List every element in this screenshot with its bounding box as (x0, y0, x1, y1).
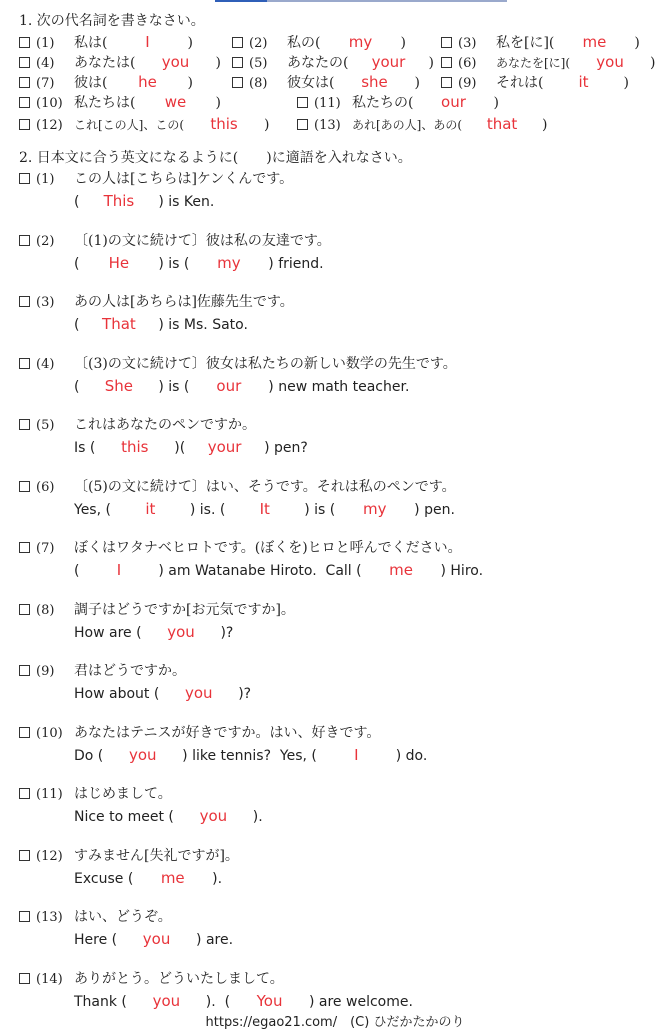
close-paren: ) (634, 35, 640, 51)
item-number: (12) (36, 118, 63, 133)
answer-text: my (217, 253, 241, 272)
answer-text: your (371, 53, 406, 71)
question-number: (1) (36, 172, 55, 187)
checkbox[interactable] (19, 235, 30, 246)
question-japanese: この人は[こちらは]ケンくんです。 (74, 171, 294, 187)
checkbox[interactable] (19, 37, 30, 48)
sentence-text: Do ( (74, 747, 108, 764)
answer-text: You (256, 991, 283, 1010)
item-label: あなたの( (287, 55, 349, 71)
answer-text: it (578, 73, 589, 91)
checkbox[interactable] (19, 788, 30, 799)
item-label: 私は( (74, 35, 108, 51)
checkbox[interactable] (19, 481, 30, 492)
question-4 (19, 353, 457, 395)
question-japanese: すみません[失礼ですが]。 (74, 847, 239, 864)
item-label: あなたは( (74, 55, 136, 71)
answer-text: I (145, 33, 150, 51)
item-number: (5) (249, 56, 268, 71)
sentence-text: ) is ( (299, 501, 340, 518)
sentence-text: ( (74, 255, 84, 272)
question-jp-line (19, 906, 172, 928)
checkbox[interactable] (19, 604, 30, 615)
question-english (74, 867, 222, 889)
item-number: (10) (36, 96, 63, 111)
question-japanese: あの人は[あちらは]佐藤先生です。 (74, 294, 294, 310)
question-jp-line (19, 537, 462, 559)
sentence-text: ) Hiro. (436, 563, 484, 579)
pronoun-item (232, 31, 406, 53)
answer-text: you (142, 930, 171, 948)
sentence-text: )( (169, 440, 190, 456)
question-english (74, 559, 483, 581)
question-number: (12) (36, 848, 63, 864)
pronoun-item (232, 51, 434, 73)
sentence-text: ) is Ken. (153, 194, 215, 210)
checkbox[interactable] (19, 173, 30, 184)
question-english (74, 313, 248, 335)
item-label: それは( (496, 75, 544, 91)
question-jp-line (19, 168, 293, 190)
section2-title-text: 2. 日本文に合う英文になるように( )に適語を入れなさい。 (19, 150, 412, 166)
pronoun-item (232, 71, 420, 93)
sentence-text: )? (233, 686, 252, 702)
checkbox[interactable] (19, 97, 30, 108)
answer-text: our (441, 93, 466, 111)
question-japanese: はい、どうぞ。 (74, 909, 172, 925)
checkbox[interactable] (19, 665, 30, 676)
question-number: (10) (36, 725, 63, 741)
close-paren: ) (264, 117, 270, 133)
checkbox[interactable] (19, 542, 30, 553)
sentence-text: Is ( (74, 440, 100, 456)
question-number: (11) (36, 787, 63, 802)
question-english (74, 498, 455, 520)
answer-text: That (102, 315, 136, 333)
sentence-text: ). ( (201, 993, 235, 1010)
pronoun-item (297, 91, 499, 113)
sentence-text: ) is. ( (185, 501, 230, 518)
sentence-text: ( (74, 378, 84, 395)
question-english (74, 990, 413, 1012)
question-jp-line (19, 783, 172, 805)
close-paren: ) (187, 35, 193, 51)
question-japanese: ありがとう。どういたしまして。 (74, 970, 284, 987)
question-english (74, 744, 427, 766)
checkbox[interactable] (441, 37, 452, 48)
question-japanese: あなたはテニスが好きですか。はい、好きです。 (74, 724, 381, 741)
close-paren: ) (187, 75, 193, 91)
checkbox[interactable] (19, 57, 30, 68)
sentence-text: ) pen? (259, 440, 308, 456)
sentence-text: ) is ( (153, 378, 194, 395)
question-jp-line (19, 722, 380, 744)
checkbox[interactable] (19, 296, 30, 307)
question-japanese: 〔(3)の文に続けて〕彼女は私たちの新しい数学の先生です。 (74, 355, 457, 372)
answer-text: you (199, 807, 228, 825)
item-label: 彼女は( (287, 75, 335, 91)
pronoun-item (19, 51, 221, 73)
answer-text: It (259, 499, 270, 518)
checkbox[interactable] (19, 419, 30, 430)
sentence-text: ) is ( (153, 255, 194, 272)
question-number: (8) (36, 602, 55, 618)
close-paren: ) (414, 75, 420, 91)
question-5 (19, 414, 308, 456)
question-jp-line (19, 291, 294, 313)
close-paren: ) (623, 75, 629, 91)
item-label: 私を[に]( (496, 35, 555, 51)
question-jp-line (19, 353, 457, 375)
question-3 (19, 291, 294, 333)
item-label: 私たちの( (352, 95, 414, 111)
answer-text: that (486, 115, 518, 133)
item-number: (3) (458, 36, 477, 51)
answer-text: this (121, 438, 149, 456)
question-japanese: 君はどうですか。 (74, 663, 186, 679)
close-paren: ) (650, 55, 656, 71)
question-japanese: 調子はどうですか[お元気ですか]。 (74, 601, 295, 618)
checkbox[interactable] (19, 358, 30, 369)
sentence-text: Excuse ( (74, 870, 138, 887)
answer-text: I (116, 561, 122, 579)
question-13 (19, 906, 234, 948)
checkbox[interactable] (297, 119, 308, 130)
answer-text: we (164, 93, 187, 111)
sentence-text: How are ( (74, 624, 146, 641)
checkbox[interactable] (19, 77, 30, 88)
answer-text: you (152, 991, 181, 1010)
answer-text: it (145, 499, 156, 518)
item-number: (11) (314, 96, 341, 111)
answer-text: you (167, 622, 195, 641)
answer-text: this (210, 115, 238, 133)
pronoun-item (441, 51, 656, 73)
answer-text: me (582, 33, 607, 51)
pronoun-item (441, 71, 629, 93)
item-label: あなたを[に]( (496, 56, 571, 70)
question-number: (9) (36, 664, 55, 679)
sentence-text: ) is Ms. Sato. (153, 317, 248, 333)
question-japanese: ぼくはワタナベヒロトです。(ぼくを)ヒロと呼んでください。 (74, 540, 462, 556)
sentence-text: ) am Watanabe Hiroto. Call ( (153, 563, 367, 579)
question-jp-line (19, 660, 186, 682)
sentence-text: ) friend. (263, 255, 324, 272)
question-jp-line (19, 230, 331, 252)
close-paren: ) (215, 95, 221, 111)
question-jp-line (19, 599, 295, 621)
sentence-text: ( (74, 563, 84, 579)
close-paren: ) (542, 117, 548, 133)
question-japanese: 〔(5)の文に続けて〕はい、そうです。それは私のペンです。 (74, 478, 456, 495)
sentence-text: ) like tennis? Yes, ( (177, 747, 322, 764)
sentence-text: Yes, ( (74, 501, 116, 518)
question-jp-line (19, 845, 239, 867)
item-number: (7) (36, 76, 55, 91)
question-jp-line (19, 968, 284, 990)
answer-text: our (216, 376, 242, 395)
sentence-text: ) are welcome. (304, 993, 413, 1010)
question-english (74, 190, 214, 212)
checkbox[interactable] (19, 727, 30, 738)
item-number: (9) (458, 76, 477, 91)
sentence-text: ) do. (391, 747, 428, 764)
pronoun-item (19, 91, 221, 113)
question-jp-line (19, 414, 256, 436)
question-11 (19, 783, 263, 825)
close-paren: ) (400, 35, 406, 51)
question-english (74, 682, 251, 704)
question-number: (13) (36, 910, 63, 925)
question-6 (19, 476, 456, 518)
question-1 (19, 168, 294, 210)
sentence-text: ) pen. (409, 501, 455, 518)
answer-text: he (138, 73, 157, 91)
close-paren: ) (428, 55, 434, 71)
item-label: 彼は( (74, 75, 108, 91)
question-english (74, 436, 308, 458)
item-label: これ[この人]、この( (74, 118, 185, 132)
sentence-text: )? (216, 624, 234, 641)
question-7 (19, 537, 484, 579)
checkbox[interactable] (232, 37, 243, 48)
item-number: (1) (36, 36, 55, 51)
item-number: (8) (249, 76, 268, 91)
answer-text: This (103, 192, 135, 210)
question-japanese: これはあなたのペンですか。 (74, 417, 256, 433)
answer-text: He (108, 253, 130, 272)
question-10 (19, 722, 428, 764)
checkbox[interactable] (297, 97, 308, 108)
sentence-text: Here ( (74, 932, 122, 948)
question-8 (19, 599, 295, 641)
checkbox[interactable] (19, 973, 30, 984)
checkbox[interactable] (441, 77, 452, 88)
sentence-text: Nice to meet ( (74, 809, 179, 825)
top-rule-accent (215, 0, 267, 2)
section1-title-text: 1. 次の代名詞を書きなさい。 (19, 13, 205, 29)
answer-text: my (348, 33, 373, 51)
sentence-text: ) are. (191, 932, 234, 948)
checkbox[interactable] (19, 911, 30, 922)
answer-text: you (596, 53, 624, 71)
answer-text: you (184, 684, 213, 702)
question-number: (4) (36, 356, 55, 372)
question-english (74, 375, 409, 397)
question-number: (6) (36, 479, 55, 495)
item-number: (13) (314, 118, 341, 133)
close-paren: ) (493, 95, 499, 111)
sentence-text: ). (248, 809, 263, 825)
answer-text: me (389, 561, 413, 579)
pronoun-item (19, 71, 193, 93)
checkbox[interactable] (19, 119, 30, 130)
answer-text: my (362, 499, 387, 518)
sentence-text: Thank ( (74, 993, 132, 1010)
answer-text: she (361, 73, 388, 91)
question-english (74, 805, 263, 827)
answer-text: you (128, 745, 157, 764)
sentence-text: ( (74, 194, 84, 210)
close-paren: ) (215, 55, 221, 71)
pronoun-item (297, 113, 548, 135)
question-14 (19, 968, 413, 1010)
footer-credit: https://egao21.com/ (C) ひだかたかのり (205, 1015, 465, 1030)
sentence-text: How about ( (74, 686, 164, 702)
top-rule (215, 0, 507, 2)
checkbox[interactable] (19, 850, 30, 861)
pronoun-item (441, 31, 640, 53)
question-jp-line (19, 476, 456, 498)
question-2 (19, 230, 331, 272)
question-english (74, 252, 324, 274)
sentence-text: ). (207, 870, 223, 887)
item-number: (2) (249, 36, 268, 51)
item-number: (6) (458, 56, 477, 71)
question-english (74, 928, 233, 950)
question-number: (5) (36, 418, 55, 433)
item-number: (4) (36, 56, 55, 71)
item-label: 私たちは( (74, 95, 136, 111)
question-9 (19, 660, 252, 702)
question-number: (3) (36, 295, 55, 310)
answer-text: you (161, 53, 190, 71)
answer-text: I (354, 745, 359, 764)
item-label: 私の( (287, 35, 321, 51)
pronoun-item (19, 31, 193, 53)
question-japanese: はじめまして。 (74, 786, 172, 802)
checkbox[interactable] (232, 77, 243, 88)
question-english (74, 621, 233, 643)
checkbox[interactable] (441, 57, 452, 68)
checkbox[interactable] (232, 57, 243, 68)
answer-text: She (104, 376, 134, 395)
answer-text: your (207, 438, 242, 456)
section1-title (19, 10, 205, 30)
question-number: (14) (36, 971, 63, 987)
question-12 (19, 845, 239, 887)
question-number: (7) (36, 541, 55, 556)
answer-text: me (160, 868, 185, 887)
question-number: (2) (36, 233, 55, 249)
sentence-text: ) new math teacher. (263, 378, 410, 395)
item-label: あれ[あの人]、あの( (352, 118, 463, 132)
question-japanese: 〔(1)の文に続けて〕彼は私の友達です。 (74, 232, 331, 249)
pronoun-item (19, 113, 270, 135)
section2-title (19, 147, 412, 167)
sentence-text: ( (74, 317, 84, 333)
